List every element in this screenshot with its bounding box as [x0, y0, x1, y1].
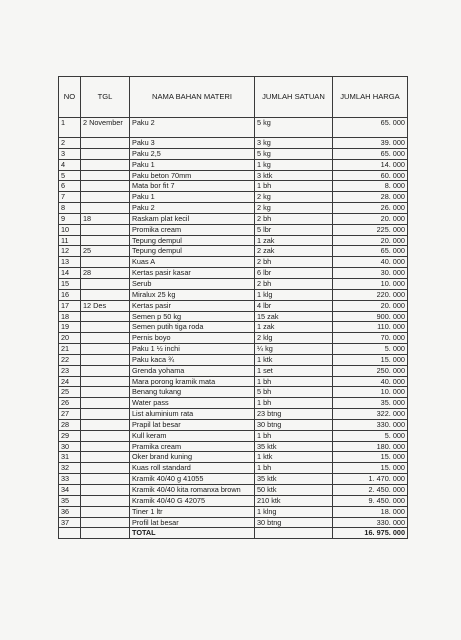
table-row [59, 387, 408, 398]
cell-tgl [81, 387, 130, 398]
cell-nama: Paku 1 ½ inchi [130, 344, 255, 355]
cell-nama: Mara porong kramik mata [130, 376, 255, 387]
cell-no: 14 [59, 268, 81, 279]
table-row [59, 452, 408, 463]
cell-harga: 2. 450. 000 [333, 485, 408, 496]
header-no: NO [59, 77, 81, 118]
cell-satuan: 5 lbr [255, 224, 333, 235]
cell-satuan: 2 bh [255, 213, 333, 224]
cell-nama: List aluminium rata [130, 409, 255, 420]
table-row [59, 322, 408, 333]
table-row [59, 148, 408, 159]
cell-harga: 20. 000 [333, 213, 408, 224]
total-row [59, 528, 408, 539]
cell-harga: 330. 000 [333, 517, 408, 528]
cell-satuan: 3 ktk [255, 170, 333, 181]
cell-harga: 20. 000 [333, 235, 408, 246]
cell-harga: 330. 000 [333, 419, 408, 430]
cell-no: 8 [59, 203, 81, 214]
cell-nama: Paku 1 [130, 159, 255, 170]
cell-harga: 26. 000 [333, 203, 408, 214]
cell-nama: Kramik 40/40 g 41055 [130, 474, 255, 485]
table-row [59, 170, 408, 181]
cell-nama: Kertas pasir [130, 300, 255, 311]
cell-harga: 39. 000 [333, 138, 408, 149]
cell-no: 2 [59, 138, 81, 149]
cell-satuan: 2 zak [255, 246, 333, 257]
table-body [59, 118, 408, 539]
total-blank-satuan [255, 528, 333, 539]
cell-satuan: 1 klg [255, 289, 333, 300]
cell-nama: Semen putih tiga roda [130, 322, 255, 333]
cell-nama: Pramika cream [130, 441, 255, 452]
cell-harga: 28. 000 [333, 192, 408, 203]
cell-tgl [81, 517, 130, 528]
cell-nama: Raskam plat kecil [130, 213, 255, 224]
cell-satuan: 2 kg [255, 192, 333, 203]
cell-satuan: 2 klg [255, 333, 333, 344]
table-row [59, 311, 408, 322]
cell-satuan: 210 ktk [255, 495, 333, 506]
cell-satuan: 2 bh [255, 257, 333, 268]
table-row [59, 398, 408, 409]
cell-tgl [81, 441, 130, 452]
total-blank-no [59, 528, 81, 539]
cell-nama: Semen p 50 kg [130, 311, 255, 322]
cell-no: 33 [59, 474, 81, 485]
cell-satuan: 1 klng [255, 506, 333, 517]
cell-no: 11 [59, 235, 81, 246]
cell-harga: 60. 000 [333, 170, 408, 181]
cell-harga: 30. 000 [333, 268, 408, 279]
cell-satuan: 5 kg [255, 148, 333, 159]
cell-no: 13 [59, 257, 81, 268]
cell-satuan: 1 set [255, 365, 333, 376]
cell-nama: Serub [130, 278, 255, 289]
cell-no: 12 [59, 246, 81, 257]
cell-satuan: 1 bh [255, 463, 333, 474]
table-row [59, 192, 408, 203]
cell-tgl [81, 138, 130, 149]
cell-nama: Kull keram [130, 430, 255, 441]
cell-satuan: 1 kg [255, 159, 333, 170]
cell-tgl [81, 289, 130, 300]
table-row [59, 203, 408, 214]
cell-nama: Kramik 40/40 G 42075 [130, 495, 255, 506]
cell-tgl [81, 192, 130, 203]
cell-no: 26 [59, 398, 81, 409]
cell-tgl [81, 365, 130, 376]
cell-nama: Kuas roll standard [130, 463, 255, 474]
cell-satuan: 5 kg [255, 118, 333, 138]
table-row [59, 278, 408, 289]
cell-satuan: 5 bh [255, 387, 333, 398]
cell-nama: Grenda yohama [130, 365, 255, 376]
cell-harga: 220. 000 [333, 289, 408, 300]
cell-nama: Kuas A [130, 257, 255, 268]
cell-no: 28 [59, 419, 81, 430]
cell-no: 3 [59, 148, 81, 159]
cell-harga: 10. 000 [333, 278, 408, 289]
cell-no: 29 [59, 430, 81, 441]
table-row [59, 409, 408, 420]
cell-satuan: 50 ktk [255, 485, 333, 496]
cell-harga: 250. 000 [333, 365, 408, 376]
cell-nama: Oker brand kuning [130, 452, 255, 463]
cell-nama: Kramik 40/40 kita romanxa brown [130, 485, 255, 496]
cell-satuan: 35 ktk [255, 474, 333, 485]
cell-satuan: 1 zak [255, 235, 333, 246]
cell-no: 17 [59, 300, 81, 311]
cell-tgl [81, 322, 130, 333]
cell-nama: Paku 2 [130, 118, 255, 138]
cell-no: 36 [59, 506, 81, 517]
cell-harga: 40. 000 [333, 376, 408, 387]
cell-harga: 15. 000 [333, 354, 408, 365]
cell-nama: Tiner 1 ltr [130, 506, 255, 517]
cell-nama: Tepung dempul [130, 246, 255, 257]
materials-table [58, 76, 408, 539]
cell-tgl [81, 506, 130, 517]
table-row [59, 463, 408, 474]
cell-no: 21 [59, 344, 81, 355]
table-row [59, 138, 408, 149]
table-row [59, 118, 408, 138]
cell-satuan: 4 lbr [255, 300, 333, 311]
cell-nama: Prapil lat besar [130, 419, 255, 430]
cell-tgl [81, 419, 130, 430]
cell-satuan: 1 bh [255, 430, 333, 441]
cell-harga: 14. 000 [333, 159, 408, 170]
cell-nama: Mata bor fit 7 [130, 181, 255, 192]
cell-satuan: 30 btng [255, 517, 333, 528]
cell-tgl [81, 333, 130, 344]
cell-no: 27 [59, 409, 81, 420]
cell-nama: Paku beton 70mm [130, 170, 255, 181]
cell-no: 6 [59, 181, 81, 192]
cell-nama: Paku 1 [130, 192, 255, 203]
cell-tgl [81, 398, 130, 409]
cell-satuan: 23 btng [255, 409, 333, 420]
cell-no: 37 [59, 517, 81, 528]
table-row [59, 506, 408, 517]
cell-harga: 9. 450. 000 [333, 495, 408, 506]
cell-tgl [81, 354, 130, 365]
cell-no: 30 [59, 441, 81, 452]
cell-tgl [81, 224, 130, 235]
cell-harga: 65. 000 [333, 118, 408, 138]
table-row [59, 354, 408, 365]
cell-tgl: 25 [81, 246, 130, 257]
cell-satuan: 6 lbr [255, 268, 333, 279]
cell-no: 9 [59, 213, 81, 224]
cell-tgl [81, 474, 130, 485]
cell-satuan: 1 bh [255, 376, 333, 387]
cell-tgl [81, 235, 130, 246]
cell-no: 24 [59, 376, 81, 387]
cell-no: 20 [59, 333, 81, 344]
cell-harga: 35. 000 [333, 398, 408, 409]
cell-tgl: 18 [81, 213, 130, 224]
cell-satuan: 35 ktk [255, 441, 333, 452]
cell-no: 1 [59, 118, 81, 138]
cell-harga: 15. 000 [333, 452, 408, 463]
table-row [59, 257, 408, 268]
table-row [59, 333, 408, 344]
cell-satuan: 3 kg [255, 138, 333, 149]
cell-nama: Water pass [130, 398, 255, 409]
cell-tgl [81, 452, 130, 463]
cell-satuan: 1 zak [255, 322, 333, 333]
cell-nama: Paku 2,5 [130, 148, 255, 159]
cell-no: 22 [59, 354, 81, 365]
cell-no: 34 [59, 485, 81, 496]
cell-no: 35 [59, 495, 81, 506]
cell-nama: Miralux 25 kg [130, 289, 255, 300]
table-row [59, 419, 408, 430]
table-row [59, 495, 408, 506]
cell-no: 5 [59, 170, 81, 181]
cell-no: 32 [59, 463, 81, 474]
table-row [59, 441, 408, 452]
cell-tgl [81, 430, 130, 441]
cell-tgl: 28 [81, 268, 130, 279]
table-row [59, 430, 408, 441]
cell-harga: 10. 000 [333, 387, 408, 398]
cell-harga: 70. 000 [333, 333, 408, 344]
cell-no: 19 [59, 322, 81, 333]
cell-satuan: 30 btng [255, 419, 333, 430]
cell-harga: 20. 000 [333, 300, 408, 311]
cell-nama: Pernis boyo [130, 333, 255, 344]
cell-harga: 900. 000 [333, 311, 408, 322]
cell-tgl [81, 495, 130, 506]
cell-harga: 65. 000 [333, 246, 408, 257]
cell-tgl [81, 376, 130, 387]
cell-no: 4 [59, 159, 81, 170]
cell-tgl [81, 463, 130, 474]
cell-no: 18 [59, 311, 81, 322]
header-jumlah-harga: JUMLAH HARGA [333, 77, 408, 118]
table-row [59, 246, 408, 257]
total-blank-tgl [81, 528, 130, 539]
cell-nama: Tepung dempul [130, 235, 255, 246]
cell-harga: 65. 000 [333, 148, 408, 159]
cell-harga: 1. 470. 000 [333, 474, 408, 485]
cell-harga: 40. 000 [333, 257, 408, 268]
cell-harga: 5. 000 [333, 430, 408, 441]
total-value: 16. 975. 000 [333, 528, 408, 539]
cell-tgl [81, 257, 130, 268]
cell-harga: 5. 000 [333, 344, 408, 355]
cell-no: 10 [59, 224, 81, 235]
table-row [59, 474, 408, 485]
cell-tgl [81, 159, 130, 170]
cell-satuan: 1 ktk [255, 452, 333, 463]
cell-tgl [81, 203, 130, 214]
total-label: TOTAL [130, 528, 255, 539]
cell-satuan: 1 ktk [255, 354, 333, 365]
cell-satuan: 15 zak [255, 311, 333, 322]
cell-nama: Profil lat besar [130, 517, 255, 528]
cell-tgl [81, 311, 130, 322]
cell-no: 16 [59, 289, 81, 300]
cell-harga: 110. 000 [333, 322, 408, 333]
cell-harga: 225. 000 [333, 224, 408, 235]
cell-tgl [81, 409, 130, 420]
cell-tgl [81, 148, 130, 159]
cell-harga: 180. 000 [333, 441, 408, 452]
header-jumlah-satuan: JUMLAH SATUAN [255, 77, 333, 118]
cell-tgl: 12 Des [81, 300, 130, 311]
cell-no: 31 [59, 452, 81, 463]
table-row [59, 159, 408, 170]
cell-nama: Benang tukang [130, 387, 255, 398]
cell-tgl [81, 181, 130, 192]
cell-harga: 15. 000 [333, 463, 408, 474]
cell-satuan: ¼ kg [255, 344, 333, 355]
table-row [59, 344, 408, 355]
cell-satuan: 2 kg [255, 203, 333, 214]
cell-satuan: 1 bh [255, 181, 333, 192]
table-row [59, 365, 408, 376]
cell-nama: Paku kaca ¾ [130, 354, 255, 365]
table-row [59, 224, 408, 235]
cell-no: 23 [59, 365, 81, 376]
header-nama-bahan: NAMA BAHAN MATERI [130, 77, 255, 118]
table-row [59, 376, 408, 387]
cell-harga: 18. 000 [333, 506, 408, 517]
cell-nama: Promika cream [130, 224, 255, 235]
cell-no: 25 [59, 387, 81, 398]
table-row [59, 289, 408, 300]
cell-tgl [81, 344, 130, 355]
cell-tgl: 2 November [81, 118, 130, 138]
header-tgl: TGL [81, 77, 130, 118]
cell-tgl [81, 278, 130, 289]
table-row [59, 268, 408, 279]
cell-satuan: 1 bh [255, 398, 333, 409]
table-row [59, 517, 408, 528]
table-row [59, 300, 408, 311]
cell-nama: Paku 2 [130, 203, 255, 214]
table-row [59, 213, 408, 224]
table-row [59, 235, 408, 246]
cell-no: 7 [59, 192, 81, 203]
table-row [59, 485, 408, 496]
table-row [59, 181, 408, 192]
cell-tgl [81, 485, 130, 496]
header-row [59, 77, 408, 118]
cell-no: 15 [59, 278, 81, 289]
cell-nama: Kertas pasir kasar [130, 268, 255, 279]
cell-satuan: 2 bh [255, 278, 333, 289]
cell-tgl [81, 170, 130, 181]
cell-harga: 8. 000 [333, 181, 408, 192]
cell-nama: Paku 3 [130, 138, 255, 149]
cell-harga: 322. 000 [333, 409, 408, 420]
